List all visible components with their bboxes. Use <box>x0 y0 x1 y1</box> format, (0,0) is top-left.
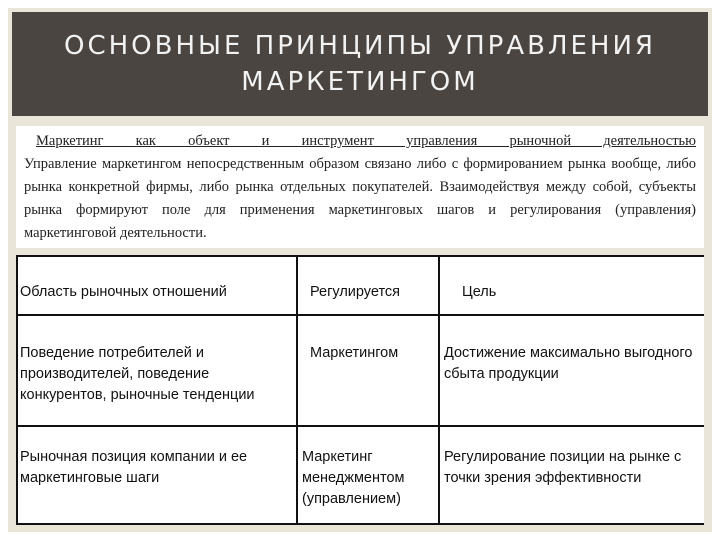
table-row <box>18 315 704 426</box>
table-cell <box>439 426 704 523</box>
table-cell: Рыночная позиция компании и ее маркетинговые шаги <box>20 449 248 486</box>
table-cell-text: Регулирование позиции на рынке с точки зрения эффективности <box>444 449 682 486</box>
table-cell-text: Маркетингом <box>310 345 399 361</box>
table-row <box>18 426 704 523</box>
header-regulated-text: Регулируется <box>310 284 401 300</box>
title-line-2: МАРКЕТИНГОМ <box>241 67 479 97</box>
header-cell-goal <box>439 257 704 315</box>
intro-body: Управление маркетингом непосредственным образом связано либо с формированием рынка вообще, либо рынка конкретной фирмы, либо рынка отдельных покупателей. Взаимодействуя между собой, субъекты рынка формируют поле для применения маркетинговых шагов и регулирования (управления) маркетинговой деятельности. <box>24 156 696 241</box>
table-cell <box>439 315 704 426</box>
header-cell-area: Область рыночных отношений <box>18 257 297 315</box>
intro-heading: Маркетинг как объект и инструмент управления рыночной деятельностью <box>36 133 696 149</box>
table-cell <box>297 315 439 426</box>
title-line-1: ОСНОВНЫЕ ПРИНЦИПЫ УПРАВЛЕНИЯ <box>63 31 656 61</box>
header-cell-regulated <box>297 257 439 315</box>
table-cell: Поведение потребителей и производителей, поведение конкурентов, рыночные тенденции <box>18 315 297 426</box>
table-header-row <box>18 257 704 315</box>
table-cell-text: Достижение максимально выгодного сбыта продукции <box>444 345 693 382</box>
table-cell-text: Маркетинг менеджментом (управлением) <box>302 449 405 507</box>
header-goal-text: Цель <box>462 284 497 300</box>
slide-title <box>12 12 708 116</box>
principles-table <box>16 255 704 525</box>
table-cell <box>297 426 439 523</box>
intro-text-box <box>16 126 704 248</box>
